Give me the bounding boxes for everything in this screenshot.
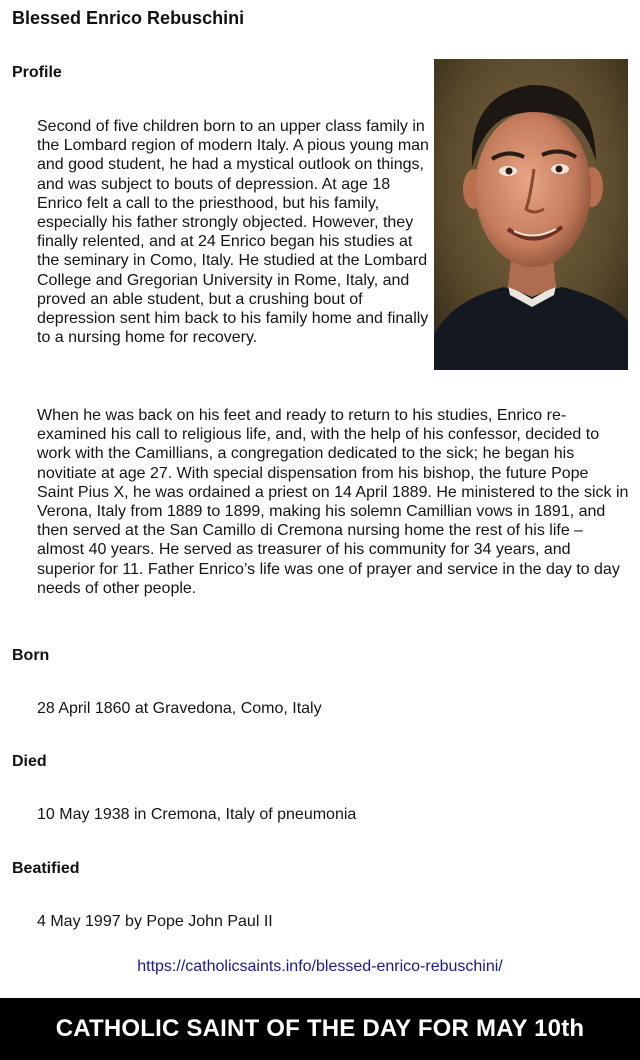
profile-paragraph-2: When he was back on his feet and ready to return to his studies, Enrico re-examined his call to religious life, and, with the help of his confessor, decided to work with the Camillians, a congregation dedicated to the sick; he began his novitiate at age 27. With special dispensation from his bishop, the future Pope Saint Pius X, he was ordained a priest on 14 April 1889. He ministered to the sick in Verona, Italy from 1889 to 1899, making his solemn Camillian vows in 1891, and then served at the San Camillo di Cremona nursing home the rest of his life – almost 40 years. He served as treasurer of his community for 34 years, and superior for 11. Father Enrico’s life was one of prayer and service in the day to day needs of other people. bbox=[37, 407, 629, 597]
page-title: Blessed Enrico Rebuschini bbox=[12, 8, 245, 28]
born-heading: Born bbox=[12, 647, 50, 664]
beatified-value: 4 May 1997 by Pope John Paul II bbox=[37, 913, 273, 930]
beatified-heading: Beatified bbox=[12, 860, 80, 877]
source-link[interactable]: https://catholicsaints.info/blessed-enrico-rebuschini/ bbox=[137, 958, 503, 975]
born-value: 28 April 1860 at Gravedona, Como, Italy bbox=[37, 700, 322, 717]
died-heading: Died bbox=[12, 753, 47, 770]
portrait-image bbox=[434, 59, 628, 370]
profile-paragraph-1: Second of five children born to an upper class family in the Lombard region of modern Italy. A pious young man and good student, he had a mystical outlook on things, and was subject to bouts of depression. At age 18 Enrico felt a call to the priesthood, but his family, especially his father strongly objected. However, they finally relented, and at 24 Enrico began his studies at the seminary in Como, Italy. He studied at the Lombard College and Gregorian University in Rome, Italy, and proved an able student, but a crushing bout of depression sent him back to his family home and finally to a nursing home for recovery. bbox=[37, 118, 429, 347]
profile-heading: Profile bbox=[12, 64, 62, 81]
footer-banner: CATHOLIC SAINT OF THE DAY FOR MAY 10th bbox=[0, 998, 640, 1060]
died-value: 10 May 1938 in Cremona, Italy of pneumonia bbox=[37, 806, 357, 823]
